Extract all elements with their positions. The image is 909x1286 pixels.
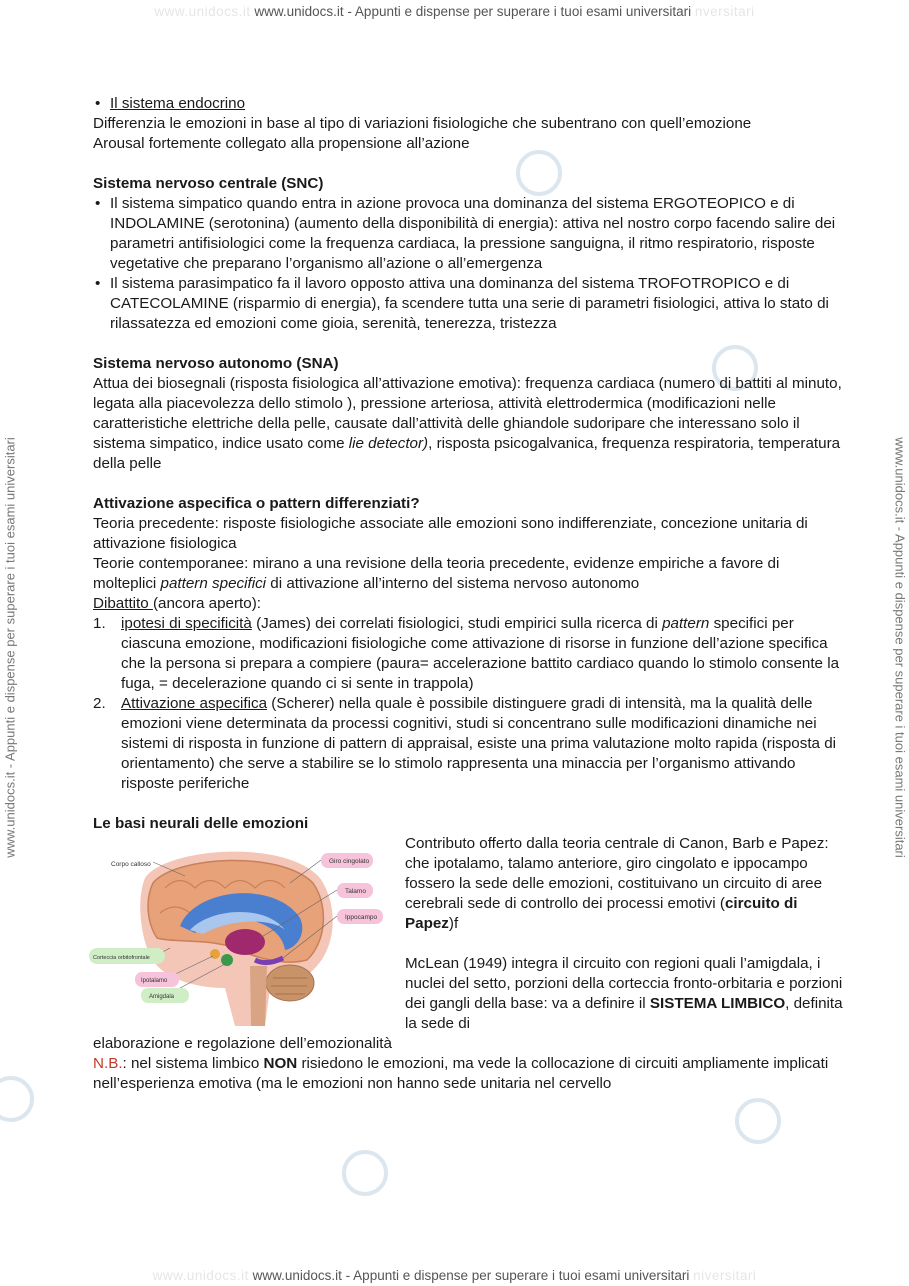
dibattito-list (93, 614, 843, 794)
sna-heading: Sistema nervoso autonomo (SNA) (93, 355, 339, 372)
snc-item: • Il sistema parasimpatico fa il lavoro opposto attiva una dominanza del sistema TROFOTROPICO e di CATECOLAMINE (risparmio di energia), fa scendere tutta una serie di parametri fisiologici, attiva lo stato di rilassatezza ed emozioni come gioia, serenità, tenerezza, tristezza (93, 274, 843, 334)
intro-line-2: Arousal fortemente collegato alla propensione all’azione (93, 135, 470, 152)
footer-banner-text: www.unidocs.it - Appunti e dispense per superare i tuoi esami universitari (252, 1268, 690, 1283)
item-number: 2. (93, 695, 106, 712)
neural-p2-bold: SISTEMA LIMBICO (649, 995, 786, 1012)
amygdala-shape (221, 954, 233, 966)
label-corteccia: Corteccia orbitofrontale (93, 955, 150, 961)
sna-paragraph (93, 374, 843, 474)
attivazione-p2 (93, 554, 843, 594)
item-text-end: specifici per ciascuna emozione, modificazioni fisiologiche come attivazione di risorse in funzione dell’azione specifica che la persona si prepara a compiere (paura= accelerazione battito cardiaco quando lo stimolo consente la fuga, = decelerazione quando ci si sente in trappola) (121, 615, 840, 692)
brain-figure (85, 838, 391, 1026)
dibattito-item (93, 614, 843, 694)
neural-p2-continued: elaborazione e regolazione dell’emozionalità (93, 1035, 392, 1052)
header-ghost-right: nversitari (694, 4, 755, 19)
document-body (93, 94, 843, 1094)
neural-p2-end: , definita la sede di (405, 995, 843, 1032)
attivazione-heading: Attivazione aspecifica o pattern differenziati? (93, 495, 420, 512)
label-giro-cingolato: Giro cingolato (329, 858, 370, 865)
intro-list (93, 94, 843, 114)
nb-paragraph (93, 1054, 843, 1094)
item-italic: pattern (662, 615, 710, 632)
dibattito-label: Dibattito (93, 595, 153, 612)
footer-ghost-left: www.unidocs.it (152, 1268, 249, 1283)
cerebellum-shape (266, 965, 314, 1001)
brainstem-shape (250, 966, 267, 1026)
attivazione-p2-end: di attivazione all’interno del sistema nervoso autonomo (266, 575, 640, 592)
nb-text: : nel sistema limbico (122, 1055, 264, 1072)
side-watermark-left: www.unidocs.it - Appunti e dispense per superare i tuoi esami universitari (2, 437, 18, 858)
neural-p1-end: )f (448, 915, 459, 932)
watermark-logo (342, 1150, 388, 1196)
label-corpo-calloso: Corpo calloso (111, 861, 151, 868)
item-text: (James) dei correlati fisiologici, studi empirici sulla ricerca di (251, 615, 663, 632)
neural-p2-text: McLean (1949) integra il circuito con regioni quali l’amigdala, i nuclei del setto, porzioni della corteccia fronto-orbitaria e porzioni dei gangli della base: va a definire il (405, 955, 843, 1012)
neural-text-column (405, 834, 845, 1034)
label-amigdala: Amigdala (149, 994, 175, 1000)
watermark-logo (735, 1098, 781, 1144)
neural-section (93, 834, 843, 1034)
side-watermark-right: www.unidocs.it - Appunti e dispense per superare i tuoi esami universitari (892, 437, 908, 858)
header-banner-text: www.unidocs.it - Appunti e dispense per superare i tuoi esami universitari (254, 4, 692, 19)
sna-text-end: , risposta psicogalvanica, frequenza respiratoria, temperatura della pelle (93, 435, 841, 472)
label-talamo: Talamo (345, 888, 366, 895)
dibattito-item (93, 694, 843, 794)
header-banner (0, 4, 909, 19)
sna-italic: lie detector) (348, 435, 429, 452)
neural-p1 (405, 834, 845, 934)
nb-bold: NON (263, 1055, 298, 1072)
attivazione-p2-italic: pattern specifici (160, 575, 267, 592)
neural-p2 (405, 954, 845, 1034)
hypothalamus-shape (210, 949, 220, 959)
nb-text-end: risiedono le emozioni, ma vede la collocazione di circuiti ampliamente implicati nell’esperienza emotiva (ma le emozioni non hanno sede unitaria nel cervello (93, 1055, 829, 1092)
attivazione-p1: Teoria precedente: risposte fisiologiche associate alle emozioni sono indifferenziate, concezione unitaria di attivazione fisiologica (93, 515, 808, 552)
snc-item: • Il sistema simpatico quando entra in azione provoca una dominanza del sistema ERGOTEOPICO e di INDOLAMINE (serotonina) (aumento della disponibilità di energia): attiva nel nostro corpo facendo salire dei parametri antifisiologici come la frequenza cardiaca, la pressione sanguigna, il ritmo respiratorio, risposte vegetative che preparano l’organismo all’azione o all’emergenza (93, 194, 843, 274)
nb-label: N.B. (93, 1055, 123, 1072)
dibattito-line (93, 594, 843, 614)
neural-heading: Le basi neurali delle emozioni (93, 815, 309, 832)
thalamus-shape (225, 929, 265, 955)
sna-text: Attua dei biosegnali (risposta fisiologica all’attivazione emotiva): frequenza cardiaca (numero di battiti al minuto, legata alla piacevolezza dello stimolo ), pressione arteriosa, attività elettrodermica (modificazioni nelle caratteristiche elettriche della pelle, causate dall’attività delle ghiandole sudoripare che interessano solo il sistema simpatico, indice usato come (93, 375, 842, 452)
snc-heading: Sistema nervoso centrale (SNC) (93, 175, 324, 192)
item-label: Attivazione aspecifica (121, 695, 268, 712)
intro-bullet-text: Il sistema endocrino (110, 95, 246, 112)
label-ipotalamo: Ipotalamo (141, 978, 168, 984)
intro-bullet (93, 94, 843, 114)
dibattito-rest: (ancora aperto): (152, 595, 261, 612)
footer-banner (0, 1268, 909, 1283)
attivazione-p2-text: Teorie contemporanee: mirano a una revisione della teoria precedente, evidenze empiriche a favore di molteplici (93, 555, 780, 592)
footer-ghost-right: niversitari (693, 1268, 757, 1283)
intro-line-1: Differenzia le emozioni in base al tipo di variazioni fisiologiche che subentrano con quell’emozione (93, 115, 752, 132)
neural-p1-bold: circuito di Papez (405, 895, 798, 932)
item-text: (Scherer) nella quale è possibile distinguere gradi di intensità, ma la qualità delle emozioni viene determinata da processi cognitivi, studi si concentrano sulle modificazioni dinamiche nei sistemi di risposta in funzione di pattern di appraisal, esiste una prima valutazione molto rapida (risposta di orientamento) che serve a stabilire se lo stimolo rappresenta una minaccia per l’organismo attivando risposte periferiche (121, 695, 837, 792)
snc-list (93, 194, 843, 334)
label-ippocampo: Ippocampo (345, 914, 378, 921)
neural-p1-text: Contributo offerto dalla teoria centrale di Canon, Barb e Papez: che ipotalamo, talamo anteriore, giro cingolato e ippocampo fossero la sede delle emozioni, costituivano un circuito di aree cerebrali sede di controllo dei processi emotivi ( (405, 835, 829, 912)
header-ghost-left: www.unidocs.it (154, 4, 251, 19)
watermark-logo (0, 1076, 34, 1122)
item-number: 1. (93, 615, 106, 632)
item-label: ipotesi di specificità (121, 615, 252, 632)
